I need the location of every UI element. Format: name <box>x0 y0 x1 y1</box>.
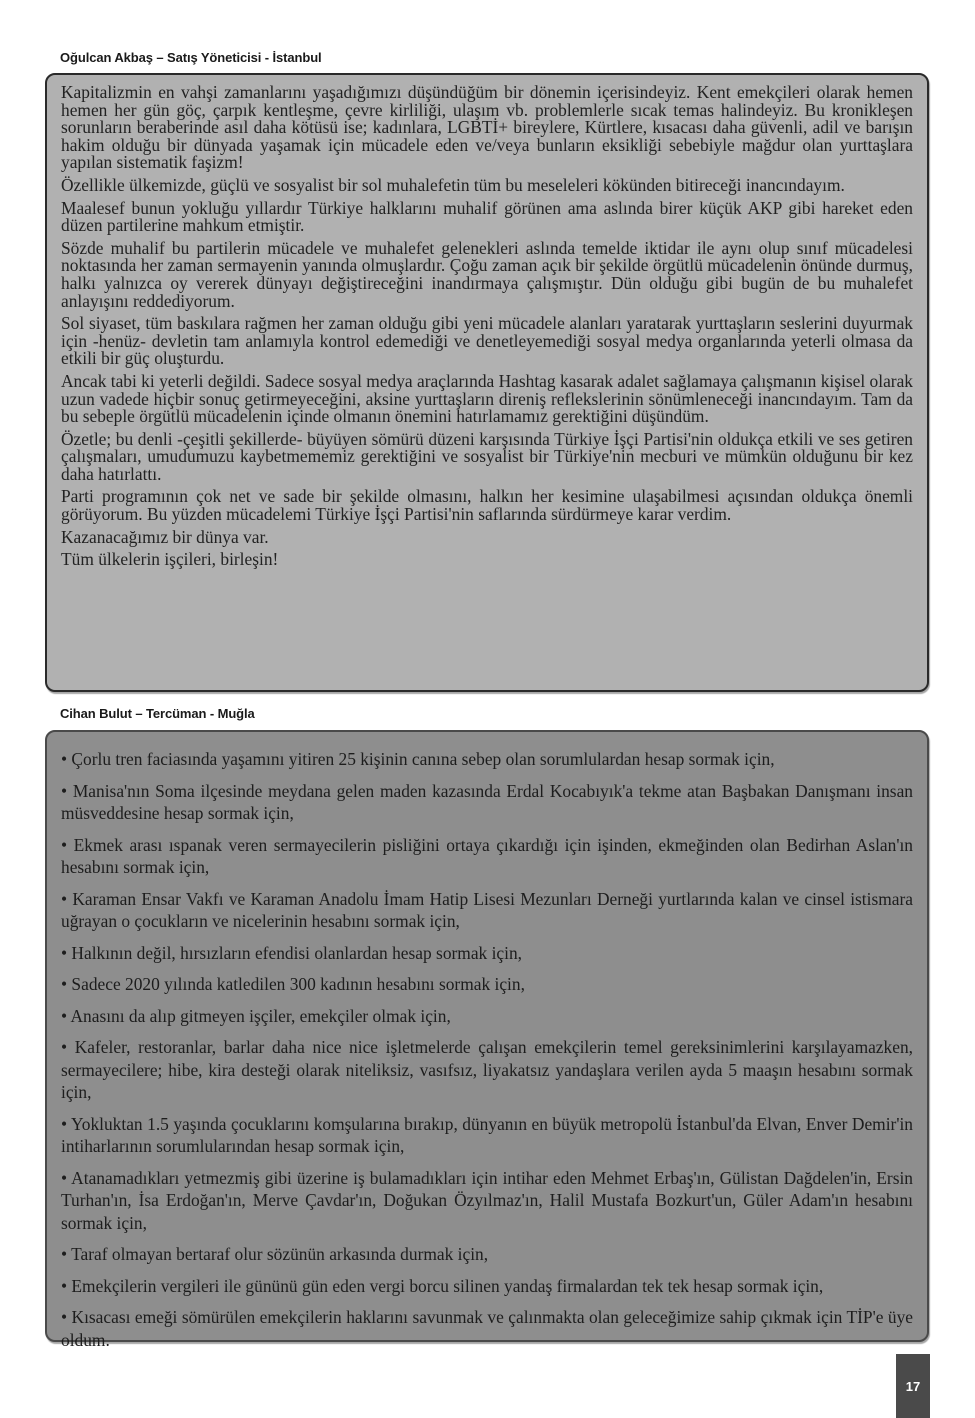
bullet-item: • Yokluktan 1.5 yaşında çocuklarını komşularına bırakıp, dünyanın en büyük metropolü İstanbul'da Elvan, Enver Demir'in intiharlarının sorumlularından hesap sormak için, <box>61 1113 913 1156</box>
paragraph: Maalesef bunun yokluğu yıllardır Türkiye halklarını muhalif görünen ama aslında birer küçük AKP gibi hareket eden düzen partilerine mahkum etmiştir. <box>61 197 913 236</box>
paragraph: Tüm ülkelerin işçileri, birleşin! <box>61 549 279 570</box>
paragraph: Kazanacağımız bir dünya var. <box>61 526 269 547</box>
page-number: 17 <box>896 1354 930 1418</box>
bullet-item: • Çorlu tren faciasında yaşamını yitiren 25 kişinin canına sebep olan sorumlulardan hesap sormak için, <box>61 749 775 769</box>
bullet-item: • Kafeler, restoranlar, barlar daha nice nice işletmelerde çalışan emekçilerin temel gereksinimlerini karşılayamazken, sermayecilere; hibe, kira desteği olarak niteliksiz, vasıfsız, liyakatsız yandaşlara verilen ayda 5 maaşın hesabını sormak için, <box>61 1037 913 1102</box>
author-heading-2: Cihan Bulut – Tercüman - Muğla <box>60 706 255 721</box>
paragraph: Özellikle ülkemizde, güçlü ve sosyalist bir sol muhalefetin tüm bu meseleleri kökünden bitireceği inancındayım. <box>61 174 845 195</box>
bullet-item: • Kısacası emeği sömürülen emekçilerin haklarını savunmak ve çalınmakta olan geleceğimize sahip çıkmak için TİP'e üye oldum. <box>61 1307 913 1350</box>
paragraph: Sözde muhalif bu partilerin mücadele ve muhalefet gelenekleri aslında temelde iktidar ile aynı olup sınıf mücadelesi noktasında her zaman sermayenin yanında olmuşlardır. Çoğu zaman açık bir şekilde örgütlü mücadelenin önünde durmuş, halkı yalnızca oy vererek dünyayı değiştireceğini inandırmaya çalışmıştır. Dün olduğu gibi bugün de bu muhalefet anlayışını reddediyorum. <box>61 237 913 311</box>
bullet-item: • Ekmek arası ıspanak veren sermayecilerin pisliğini ortaya çıkardığı için işinden, ekmeğinden olan Bedirhan Aslan'ın hesabını sormak için, <box>61 834 913 877</box>
author-heading-1: Oğulcan Akbaş – Satış Yöneticisi - İstanbul <box>60 50 322 65</box>
bullet-item: • Karaman Ensar Vakfı ve Karaman Anadolu İmam Hatip Lisesi Mezunları Derneği yurtlarında kalan ve cinsel istismara uğrayan o çocukların ve nicelerinin hesabını sormak için, <box>61 888 913 931</box>
bullet-item: • Emekçilerin vergileri ile gününü gün eden vergi borcu silinen yandaş firmalardan tek tek hesap sormak için, <box>61 1275 824 1296</box>
bullet-item: • Halkının değil, hırsızların efendisi olanlardan hesap sormak için, <box>61 942 523 963</box>
paragraph: Sol siyaset, tüm baskılara rağmen her zaman olduğu gibi yeni mücadele alanları yaratarak yurttaşların seslerini duyurmak için -henüz- devletin tam anlamıyla kontrol edemediği ve denetleyemediği sosyal medya organlarında yeterli olmasa da etkili bir güç oluşturdu. <box>61 313 913 369</box>
bullet-item: • Anasını da alıp gitmeyen işçiler, emekçiler olmak için, <box>61 1005 451 1026</box>
paragraph: Kapitalizmin en vahşi zamanlarını yaşadığımızı düşündüğüm bir dönemin içerisindeyiz. Kent emekçileri olarak hemen hemen her gün göç, çarpık kentleşme, çevre kirliliği, ulaşım vb. problemlerle sıcak temas halindeyiz. Bu kronikleşen sorunların beraberinde asıl daha kötüsü ise; kadınlara, LGBTİ+ bireylere, Kürtlere, kısacası daha güvenli, adil ve barışın hakim olduğu bir dünyada yaşamak için mücadele eden ve/veya bunların eksikliği sebebiyle mağdur olan yurttaşlara yapılan sistematik faşizm! <box>61 82 913 173</box>
paragraph: Ancak tabi ki yeterli değildi. Sadece sosyal medya araçlarında Hashtag kasarak adalet sağlamaya çalışmanın kişisel olarak uzun vadede hiçbir sonuç getirmeyeceğini, aksine yurttaşların direniş reflekslerinin sönümleneceği inancındayım. Tam da bu sebeple örgütlü mücadelenin içinde olmanın önemini hatırlamamız gerektiğini düşündüm. <box>61 370 913 427</box>
bullet-item: • Sadece 2020 yılında katledilen 300 kadının hesabını sormak için, <box>61 974 525 994</box>
bullet-item: • Manisa'nın Soma ilçesinde meydana gelen maden kazasında Erdal Kocabıyık'a tekme atan Başbakan Danışmanı insan müsveddesine hesap sormak için, <box>61 780 913 823</box>
testimonial-box-1 <box>45 73 929 692</box>
testimonial-box-2 <box>45 730 929 1350</box>
paragraph: Özetle; bu denli -çeşitli şekillerde- büyüyen sömürü düzeni karşısında Türkiye İşçi Partisi'nin oldukça etkili ve ses getiren çalışmaları, umudumuzu kaybetmememiz gerektiğini ve sosyalist bir Türkiye'nin mecburi ve mümkün olduğunu bir kez daha hatırlattı. <box>61 428 913 484</box>
bullet-item: • Atanamadıkları yetmezmiş gibi üzerine iş bulamadıkları için intihar eden Mehmet Erbaş'ın, Gülistan Dağdelen'in, Ersin Turhan'ın, İsa Erdoğan'ın, Merve Çavdar'ın, Doğukan Özyılmaz'ın, Halil Mustafa Bozkurt'un, Güler Adam'ın hesabını sormak için, <box>61 1167 913 1233</box>
paragraph: Parti programının çok net ve sade bir şekilde olmasını, halkın her kesimine ulaşabilmesi açısından oldukça önemli görüyorum. Bu yüzden mücadelemi Türkiye İşçi Partisi'nin saflarında sürdürmeye karar verdim. <box>61 486 913 525</box>
bullet-item: • Taraf olmayan bertaraf olur sözünün arkasında durmak için, <box>61 1244 489 1264</box>
